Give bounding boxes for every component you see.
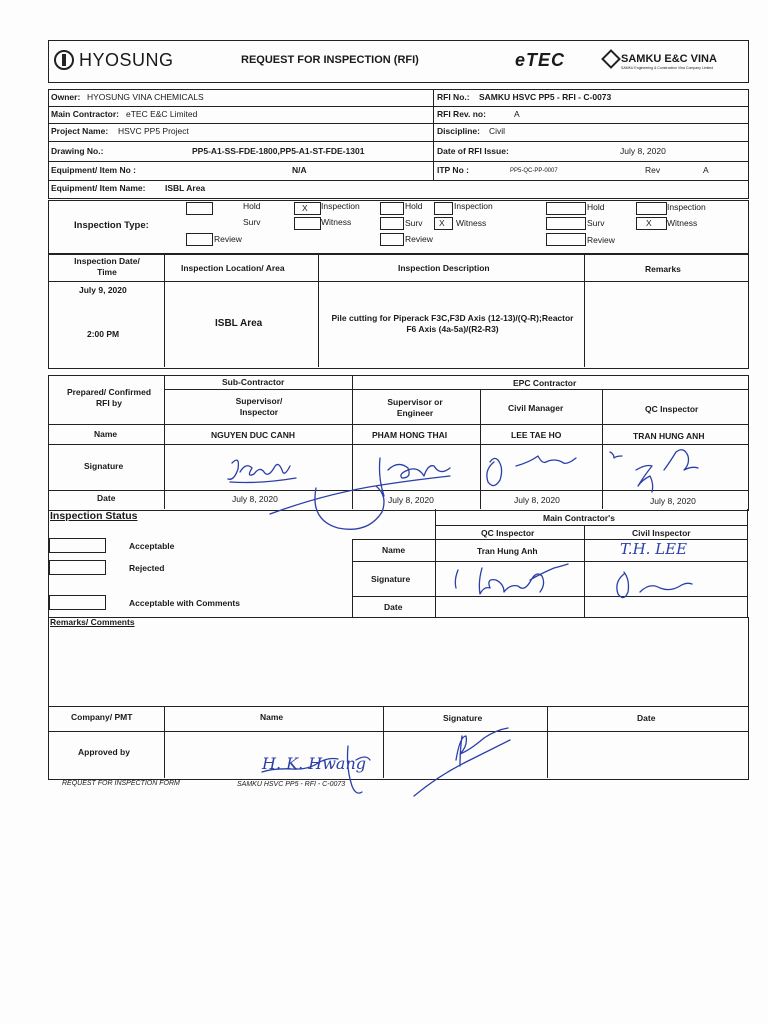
- discipline-value: Civil: [489, 126, 506, 136]
- rejected-checkbox[interactable]: [49, 560, 106, 575]
- acceptable-label: Acceptable: [129, 541, 175, 551]
- approval-name-header: Name: [260, 712, 284, 722]
- supervisor-engineer-header: Supervisor or Engineer: [387, 397, 443, 418]
- surv-checkbox-3[interactable]: [546, 217, 586, 230]
- date-civil-manager: July 8, 2020: [514, 495, 560, 505]
- epc-contractor-header: EPC Contractor: [513, 378, 577, 388]
- date-rfi-label: Date of RFI Issue:: [437, 146, 509, 156]
- rfi-no-value: SAMKU HSVC PP5 - RFI - C-0073: [479, 92, 612, 102]
- inspection-description: Pile cutting for Piperack F3C,F3D Axis (12-13)/(Q-R);Reactor F6 Axis (4a-5a)/(R2-R3): [331, 313, 574, 334]
- status-qc-inspector-header: QC Inspector: [481, 528, 535, 538]
- description-header: Inspection Description: [398, 263, 490, 273]
- inspection-location: ISBL Area: [215, 318, 263, 329]
- rev-value: A: [703, 165, 709, 175]
- surv-label-1: Surv: [243, 217, 261, 227]
- equip-name-label: Equipment/ Item Name:: [51, 183, 146, 193]
- owner-value: HYOSUNG VINA CHEMICALS: [87, 92, 204, 102]
- inspection-type-label: Inspection Type:: [74, 220, 149, 231]
- approval-signature-header: Signature: [443, 713, 483, 723]
- review-label-2: Review: [405, 234, 433, 244]
- inspection-status-title: Inspection Status: [50, 510, 138, 522]
- owner-label: Owner:: [51, 92, 81, 102]
- signature-row-label: Signature: [84, 461, 124, 471]
- itp-label: ITP No :: [437, 165, 469, 175]
- date-sub-contractor: July 8, 2020: [232, 494, 278, 504]
- project-value: HSVC PP5 Project: [118, 126, 189, 136]
- inspection-time: 2:00 PM: [87, 329, 120, 339]
- date-supervisor-engineer: July 8, 2020: [388, 495, 434, 505]
- equip-name-value: ISBL Area: [165, 183, 206, 193]
- etec-logo: eTEC: [515, 50, 566, 70]
- hyosung-logo-text: HYOSUNG: [79, 50, 174, 70]
- review-checkbox-1[interactable]: [186, 233, 213, 246]
- approved-by-label: Approved by: [78, 747, 130, 757]
- equip-no-value: N/A: [292, 165, 307, 175]
- hold-checkbox-3[interactable]: [546, 202, 586, 215]
- inspection-label-2: Inspection: [454, 201, 493, 211]
- signature-status-civil: [617, 572, 692, 598]
- surv-label-2: Surv: [405, 218, 423, 228]
- witness-checkbox-1[interactable]: [294, 217, 321, 230]
- drawing-value: PP5-A1-SS-FDE-1800,PP5-A1-ST-FDE-1301: [192, 146, 365, 156]
- company-pmt-header: Company/ PMT: [71, 712, 133, 722]
- inspection-mark-1: X: [302, 203, 308, 213]
- hold-checkbox-2[interactable]: [380, 202, 404, 215]
- footer-form-name: REQUEST FOR INSPECTION FORM: [62, 780, 180, 787]
- signature-status-qc: [455, 564, 568, 594]
- name-sub-contractor: NGUYEN DUC CANH: [211, 430, 296, 440]
- samku-logo: SAMKU E&C VINA: [621, 53, 717, 65]
- inspection-date: July 9, 2020: [79, 285, 127, 295]
- review-label-3: Review: [587, 235, 615, 245]
- status-name-label: Name: [382, 545, 406, 555]
- review-checkbox-2[interactable]: [380, 233, 404, 246]
- inspection-label-3: Inspection: [667, 202, 706, 212]
- inspection-checkbox-2[interactable]: [434, 202, 453, 215]
- project-label: Project Name:: [51, 126, 109, 136]
- review-label-1: Review: [214, 234, 242, 244]
- prepared-label: Prepared/ Confirmed RFI by: [66, 387, 152, 408]
- hold-label-2: Hold: [405, 201, 423, 211]
- rfi-rev-label: RFI Rev. no:: [437, 109, 486, 119]
- rev-label: Rev: [645, 165, 661, 175]
- name-civil-manager: LEE TAE HO: [511, 430, 562, 440]
- acceptable-checkbox[interactable]: [49, 538, 106, 553]
- equip-no-label: Equipment/ Item No :: [51, 165, 136, 175]
- witness-mark-2: X: [439, 218, 445, 228]
- hold-checkbox-1[interactable]: [186, 202, 213, 215]
- date-rfi-value: July 8, 2020: [620, 146, 666, 156]
- rejected-label: Rejected: [129, 563, 165, 573]
- civil-manager-header: Civil Manager: [508, 403, 564, 413]
- form-title: REQUEST FOR INSPECTION (RFI): [241, 54, 419, 66]
- remarks-label: Remarks/ Comments: [50, 617, 135, 627]
- supervisor-inspector-header: Supervisor/ Inspector: [235, 396, 283, 417]
- main-contractors-header: Main Contractor's: [543, 513, 615, 523]
- footer-reference: SAMKU HSVC PP5 - RFI - C-0073: [237, 781, 346, 788]
- sub-contractor-header: Sub-Contractor: [222, 377, 285, 387]
- discipline-label: Discipline:: [437, 126, 480, 136]
- surv-label-3: Surv: [587, 218, 605, 228]
- rfi-rev-value: A: [514, 109, 520, 119]
- itp-value: PP5-QC-PP-0007: [510, 168, 558, 174]
- surv-checkbox-2[interactable]: [380, 217, 404, 230]
- date-row-label: Date: [97, 493, 116, 503]
- acceptable-comments-label: Acceptable with Comments: [129, 598, 240, 608]
- approval-handwritten-name: H. K. Hwang: [262, 754, 366, 773]
- name-row-label: Name: [94, 429, 118, 439]
- main-contractor-value: eTEC E&C Limited: [126, 109, 198, 119]
- acceptable-comments-checkbox[interactable]: [49, 595, 106, 610]
- rfi-no-label: RFI No.:: [437, 92, 470, 102]
- remarks-box[interactable]: [48, 617, 749, 707]
- status-civil-name-handwritten: T.H. LEE: [620, 540, 688, 558]
- witness-label-2: Witness: [456, 218, 487, 228]
- qc-inspector-header: QC Inspector: [645, 404, 699, 414]
- hold-label-3: Hold: [587, 202, 605, 212]
- main-contractor-label: Main Contractor:: [51, 109, 119, 119]
- status-date-label: Date: [384, 602, 403, 612]
- status-qc-name: Tran Hung Anh: [477, 546, 538, 556]
- witness-label-3: Witness: [667, 218, 698, 228]
- date-time-header: Inspection Date/ Time: [74, 256, 140, 277]
- status-civil-inspector-header: Civil Inspector: [632, 528, 691, 538]
- name-supervisor-engineer: PHAM HONG THAI: [372, 430, 448, 440]
- inspection-checkbox-3[interactable]: [636, 202, 667, 215]
- date-qc-inspector: July 8, 2020: [650, 496, 696, 506]
- approval-date-header: Date: [637, 713, 656, 723]
- drawing-label: Drawing No.:: [51, 146, 104, 156]
- location-header: Inspection Location/ Area: [181, 263, 285, 273]
- inspection-label-1: Inspection: [321, 201, 360, 211]
- review-checkbox-3[interactable]: [546, 233, 586, 246]
- hold-label-1: Hold: [243, 201, 261, 211]
- witness-mark-3: X: [646, 218, 652, 228]
- remarks-header: Remarks: [645, 264, 681, 274]
- hyosung-logo-icon: [54, 50, 74, 70]
- status-signature-label: Signature: [371, 574, 411, 584]
- samku-tagline: SAMKU Engineering & Construction Vina Company Limited: [621, 66, 714, 70]
- witness-label-1: Witness: [321, 217, 352, 227]
- name-qc-inspector: TRAN HUNG ANH: [633, 431, 705, 441]
